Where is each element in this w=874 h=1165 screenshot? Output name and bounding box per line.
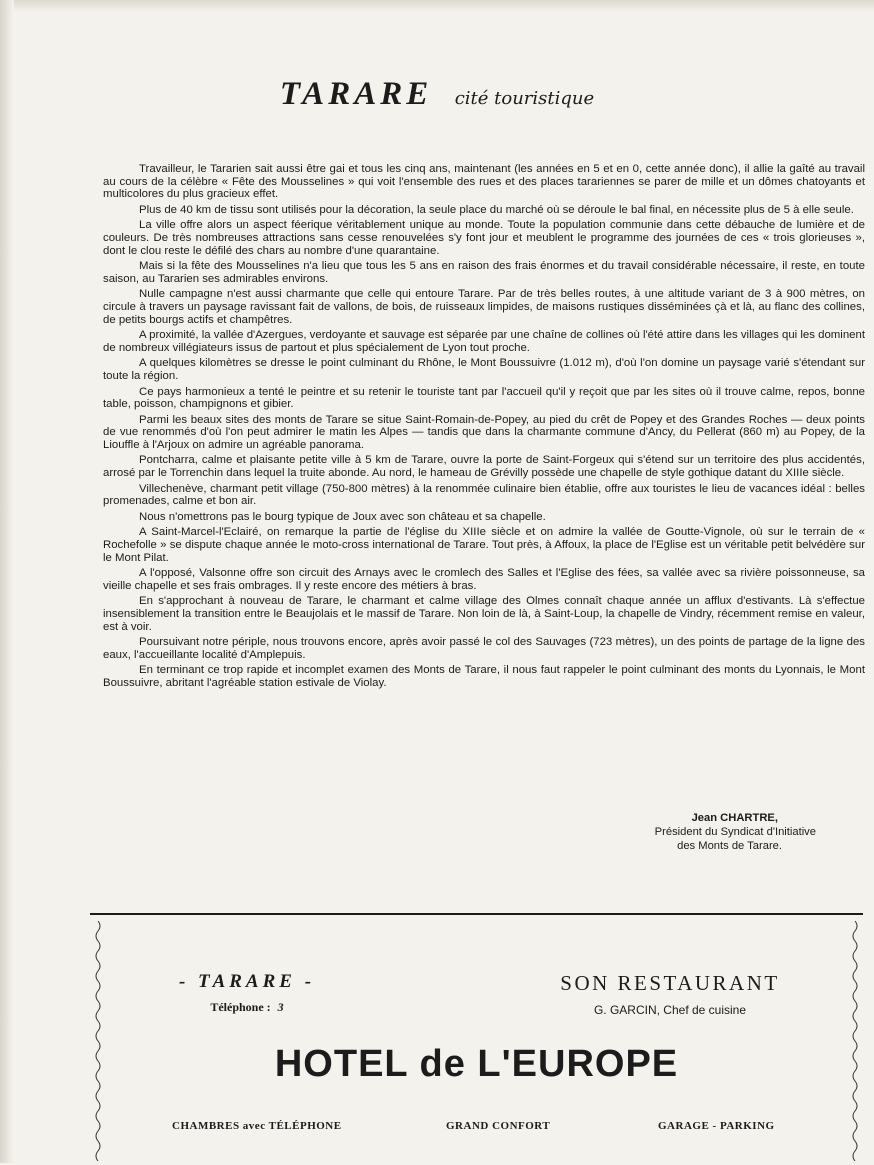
article-body bbox=[103, 163, 865, 693]
article-paragraph: A l'opposé, Valsonne offre son circuit des Arnays avec le cromlech des Salles et l'Eglise des fées, sa vallée avec sa rivière poissonneuse, sa vieille chapelle et ses frais ombrages. Il y reste encore des métiers à bras. bbox=[103, 567, 865, 592]
page-left-edge bbox=[0, 0, 14, 1163]
ad-chef: G. GARCIN, Chef de cuisine bbox=[593, 1003, 747, 1017]
ad-hotel-name: HOTEL de L'EUROPE bbox=[274, 1043, 679, 1085]
signature-title-line2: des Monts de Tarare. bbox=[677, 840, 782, 852]
ad-restaurant: SON RESTAURANT bbox=[560, 971, 780, 995]
article-paragraph: En terminant ce trop rapide et incomplet examen des Monts de Tarare, il nous faut rappeler le point culminant des monts du Lyonnais, le Mont Boussuivre, abritant l'agréable station estivale de Violay. bbox=[103, 664, 865, 689]
article-paragraph: Poursuivant notre périple, nous trouvons encore, après avoir passé le col des Sauvages (723 mètres), un des points de partage de la ligne des eaux, l'accueillante localité d'Amplepuis. bbox=[103, 636, 865, 661]
wavy-border-left-icon bbox=[94, 921, 102, 1161]
title-subtitle: cité touristique bbox=[454, 88, 595, 109]
ad-feature-rooms: CHAMBRES avec TÉLÉPHONE bbox=[172, 1120, 342, 1132]
ad-phone-number: 3 bbox=[277, 1000, 284, 1014]
ad-phone-label: Téléphone : bbox=[210, 1000, 271, 1014]
article-paragraph: Ce pays harmonieux a tenté le peintre et su retenir le touriste tant par l'accueil qu'il y reçoit que par les sites où il trouve calme, repos, bonne table, poisson, champignons et gibier. bbox=[103, 385, 865, 411]
ad-phone bbox=[172, 1000, 322, 1015]
article-paragraph: Mais si la fête des Mousselines n'a lieu que tous les 5 ans en raison des frais énormes et du travail considérable nécessaire, il reste, en toute saison, au Tararien ses admirables environs. bbox=[103, 260, 865, 285]
page-top-edge bbox=[0, 0, 874, 12]
ad-feature-garage: GARAGE - PARKING bbox=[658, 1120, 775, 1132]
ad-city: - TARARE - bbox=[178, 971, 316, 992]
article-paragraph: Plus de 40 km de tissu sont utilisés pour la décoration, la seule place du marché où se déroule le bal final, en nécessite plus de 5 à elle seule. bbox=[139, 203, 854, 216]
article-paragraph: Villechenève, charmant petit village (750-800 mètres) à la renommée culinaire bien établie, offre aux touristes le lieu de vacances idéal : belles promenades, calme et bon air. bbox=[103, 482, 865, 508]
article-paragraph: A Saint-Marcel-l'Eclairé, on remarque la partie de l'église du XIIIe siècle et on admire la vallée de Goutte-Vignole, où sur le terrain de « Rochefolle » se dispute chaque année le moto-cross international de Tarare. Tout près, à Affoux, la place de l'Eglise est un véritable petit belvédère sur le Mont Pilat. bbox=[103, 526, 865, 564]
page-title bbox=[0, 76, 874, 113]
article-paragraph: En s'approchant à nouveau de Tarare, le charmant et calme village des Olmes connaît chaque année un afflux d'estivants. Là s'effectue insensiblement la transition entre le Beaujolais et le massif de Tarare. Non loin de là, à Saint-Loup, la chapelle de Vindry, récemment remise en valeur, est à voir. bbox=[103, 595, 865, 633]
article-paragraph: Nous n'omettrons pas le bourg typique de Joux avec son château et sa chapelle. bbox=[139, 510, 546, 523]
signature-title-line1: Président du Syndicat d'Initiative bbox=[654, 826, 816, 838]
article-paragraph: A quelques kilomètres se dresse le point culminant du Rhône, le Mont Boussuivre (1.012 m), d'où l'on domine un paysage varié s'étendant sur toute la région. bbox=[103, 357, 865, 382]
article-paragraph: La ville offre alors un aspect féerique véritablement unique au monde. Toute la population communie dans cette débauche de lumière et de couleurs. De très nombreuses attractions sans cesse renouvelées s'y font jour et meublent le programme des journées de ces « trois glorieuses », dont le clou reste le défilé des chars au nombre d'une quarantaine. bbox=[103, 219, 865, 257]
title-main: TARARE bbox=[279, 76, 433, 112]
article-paragraph: Parmi les beaux sites des monts de Tarare se situe Saint-Romain-de-Popey, au pied du crêt de Popey et des Grandes Roches — deux points de vue renommés d'où l'on peut admirer le matin les Alpes — tandis que dans la charmante commune d'Ancy, du Pellerat (860 m) au Popey, de la Liouffle à l'Arjoux on admire un agréable panorama. bbox=[103, 413, 865, 451]
wavy-border-right-icon bbox=[851, 921, 859, 1161]
ad-feature-comfort: GRAND CONFORT bbox=[446, 1120, 551, 1132]
signature-block bbox=[528, 811, 828, 853]
article-paragraph: A proximité, la vallée d'Azergues, verdoyante et sauvage est séparée par une chaîne de collines où l'été attire dans les villages qui les dominent de nombreux villégiateurs issus de partout et plus spécialement de Lyon tout proche. bbox=[103, 329, 865, 354]
article-paragraph: Pontcharra, calme et plaisante petite ville à 5 km de Tarare, ouvre la porte de Saint-Forgeux qui s'étend sur un territoire des plus accidentés, arrosé par le Torrenchin dans lequel la truite abonde. Au nord, le hameau de Grévilly possède une chapelle de style gothique datant du XIIIe siècle. bbox=[103, 454, 865, 480]
article-paragraph: Travailleur, le Tararien sait aussi être gai et tous les cinq ans, maintenant (les années en 5 et en 0, cette année donc), il allie la gaîté au travail au cours de la célèbre « Fête des Mousselines » qui voit l'ensemble des rues et des places tarariennes se parer de mille et un dômes chatoyants et multicolores du plus gracieux effet. bbox=[103, 163, 865, 201]
signature-name: Jean CHARTRE, bbox=[691, 812, 778, 824]
hotel-advertisement bbox=[90, 913, 863, 1165]
article-paragraph: Nulle campagne n'est aussi charmante que celle qui entoure Tarare. Par de très belles routes, à une altitude variant de 3 à 900 mètres, on circule à travers un paysage ravissant fait de vallons, de bois, de ruisseaux limpides, de maisons rustiques disséminées çà et là, au flanc des collines, de petits bourgs actifs et champêtres. bbox=[103, 288, 865, 326]
